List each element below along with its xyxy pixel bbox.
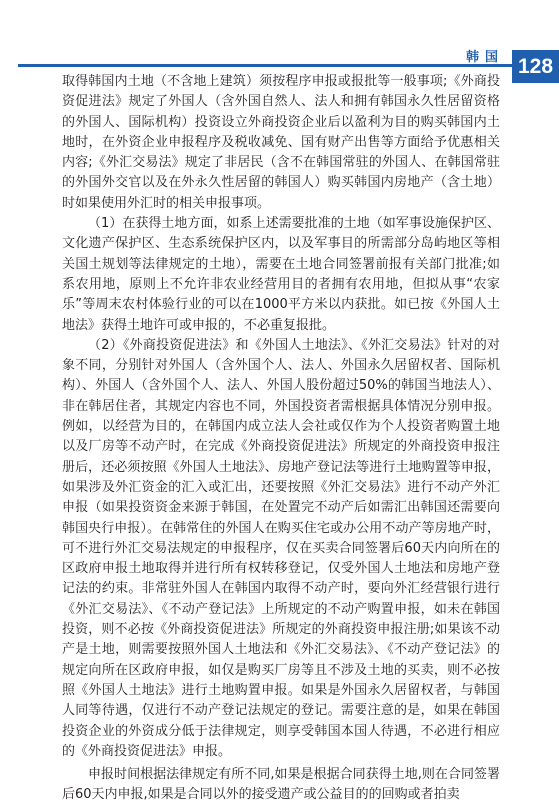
paragraph-continued: 取得韩国内土地（不含地上建筑）须按程序申报或报批等一般事项;《外商投资促进法》规定了外国人（含外国自然人、法人和拥有韩国永久性居留资格的外国人、国际机构）投资设立外商投资企业后以盈利为目的购买韩国内土地时，在外资企业申报程序及税收减免、国有财产出售等方面给予优惠相关内容;《外汇交易法》规定了非居民（含不在韩国常驻的外国人、在韩国常驻的外国外交官以及在外永久性居留的韩国人）购买韩国内房地产（含土地）时如果使用外汇时的相关申报事项。 <box>62 74 500 211</box>
page-number-tab <box>512 50 559 83</box>
body-text <box>62 72 500 806</box>
running-header-country: 韩国 <box>465 50 504 65</box>
paragraph-law-comparison: （2）《外商投资促进法》和《外国人土地法》、《外汇交易法》针对的对象不同，分别针对外国人（含外国个人、法人、外国永久居留权者、国际机构）、外国人（含外国个人、法人、外国人股份超过50%的韩国当地法人）、非在韩居住者，其规定内容也不同，外国投资者需根据具体情况分别申报。例如，以经营为目的，在韩国内成立法人会社或仅作为个人投资者购置土地以及厂房等不动产时，在完成《外商投资促进法》所规定的外商投资申报注册后，还必须按照《外国人土地法》、房地产登记法等进行土地购置等申报，如果涉及外汇资金的汇入或汇出，还要按照《外汇交易法》进行不动产外汇申报（如果投资资金来源于韩国，在处置完不动产后如需汇出韩国还需要向韩国央行申报）。在韩常住的外国人在购买住宅或办公用不动产等房地产时，可不进行外汇交易法规定的申报程序，仅在买卖合同签署后60天内向所在的区政府申报土地取得并进行所有权转移登记，仅受外国人土地法和房地产登记法的约束。非常驻外国人在韩国内取得不动产时，要向外汇经营银行进行《外汇交易法》、《不动产登记法》上所规定的不动产购置申报，如未在韩国投资，则不必按《外商投资促进法》所规定的外商投资申报注册;如果该不动产是土地，则需要按照外国人土地法和《外汇交易法》、《不动产登记法》的规定向所在区政府申报，如仅是购买厂房等且不涉及土地的买卖，则不必按照《外国人土地法》进行土地购置申报。如果是外国永久居留权者，与韩国人同等待遇，仅进行不动产登记法规定的登记。需要注意的是，如果在韩国投资企业的外资成分低于法律规定，则享受韩国本国人待遇，不必进行相应的《外商投资促进法》申报。 <box>62 337 500 759</box>
header-rule <box>18 64 512 67</box>
paragraph-land-approval: （1）在获得土地方面，如系上述需要批准的土地（如军事设施保护区、文化遗产保护区、生态系统保护区内，以及军事目的所需部分岛屿地区等相关国土规划等法律规定的土地），需要在土地合同签署前报有关部门批准;如系农用地，原则上不允许非农业经营用目的者拥有农用地，但拟从事“农家乐”等周末农村体验行业的可以在1000平方米以内获批。如已按《外国人土地法》获得土地许可或申报的，不必重复报批。 <box>62 216 500 333</box>
page-number: 128 <box>517 55 554 78</box>
paragraph-filing-time: 申报时间根据法律规定有所不同,如果是根据合同获得土地,则在合同签署后60天内申报,如果是合同以外的接受遗产或公益目的的回购或者拍卖 <box>62 767 500 803</box>
